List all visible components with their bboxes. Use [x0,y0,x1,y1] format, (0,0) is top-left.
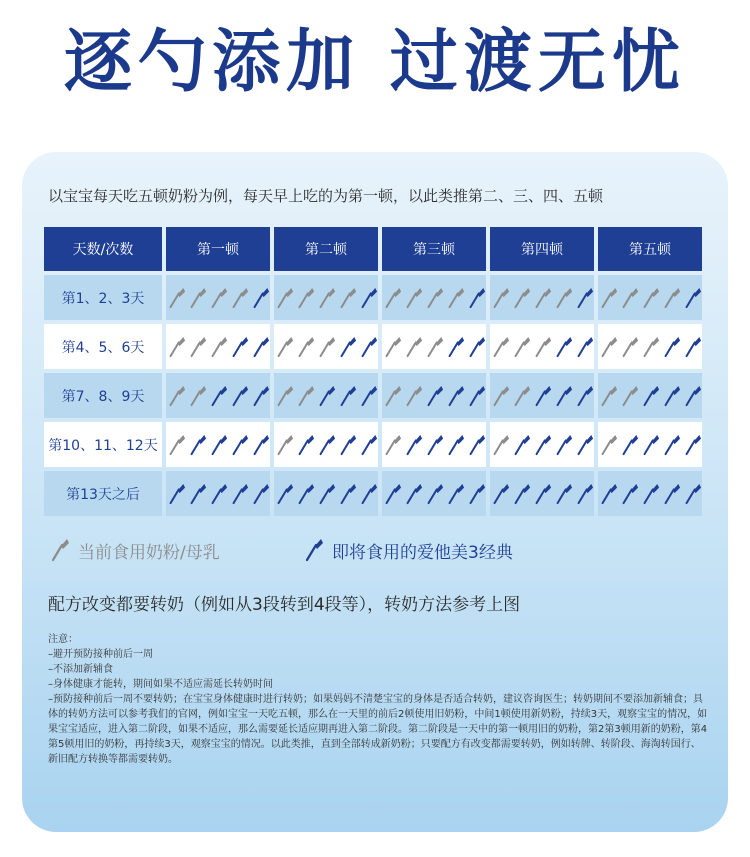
note-line: –避开预防接种前后一周 [48,649,153,660]
new-formula-spoon-icon [511,481,531,507]
current-milk-spoon-icon [490,383,510,409]
new-formula-spoon-icon [445,334,465,360]
intro-text: 以宝宝每天吃五顿奶粉为例，每天早上吃的为第一顿，以此类推第二、三、四、五顿 [48,187,604,205]
new-formula-spoon-icon [337,334,357,360]
current-milk-spoon-icon [403,383,423,409]
note-line: –不添加新辅食 [48,664,113,675]
current-milk-spoon-icon [295,285,315,311]
current-milk-spoon-icon [187,334,207,360]
new-formula-spoon-icon [302,536,324,564]
meal-cell [382,324,486,369]
spoon-group [166,432,270,458]
new-formula-spoon-icon [250,481,270,507]
new-formula-spoon-icon [403,432,423,458]
row-label: 第1、2、3天 [44,275,162,320]
header-meal-3: 第三顿 [382,227,486,271]
new-formula-spoon-icon [424,383,444,409]
current-milk-spoon-icon [166,383,186,409]
meal-cell [490,471,594,516]
current-milk-spoon-icon [532,334,552,360]
meal-cell [490,275,594,320]
current-milk-spoon-icon [274,383,294,409]
meal-cell [490,373,594,418]
meal-cell [598,373,702,418]
new-formula-spoon-icon [208,481,228,507]
current-milk-spoon-icon [208,334,228,360]
legend-current [48,536,220,564]
meal-cell [274,275,378,320]
spoon-group [598,432,702,458]
new-formula-spoon-icon [574,432,594,458]
current-milk-spoon-icon [403,334,423,360]
new-formula-spoon-icon [187,432,207,458]
row-label: 第4、5、6天 [44,324,162,369]
current-milk-spoon-icon [424,285,444,311]
page-headline: 逐勺添加 过渡无忧 [64,23,686,102]
current-milk-spoon-icon [532,285,552,311]
spoon-group [490,334,594,360]
meal-cell [166,373,270,418]
row-label: 第7、8、9天 [44,373,162,418]
new-formula-spoon-icon [358,432,378,458]
current-milk-spoon-icon [382,432,402,458]
new-formula-spoon-icon [466,432,486,458]
header-meal-5: 第五顿 [598,227,702,271]
new-formula-spoon-icon [640,383,660,409]
current-milk-spoon-icon [166,334,186,360]
current-milk-spoon-icon [382,334,402,360]
new-formula-spoon-icon [574,481,594,507]
new-formula-spoon-icon [574,285,594,311]
new-formula-spoon-icon [682,481,702,507]
current-milk-spoon-icon [229,285,249,311]
new-formula-spoon-icon [208,383,228,409]
current-milk-spoon-icon [403,285,423,311]
new-formula-spoon-icon [466,285,486,311]
new-formula-spoon-icon [553,383,573,409]
new-formula-spoon-icon [619,481,639,507]
meal-cell [166,324,270,369]
transition-note: 配方改变都要转奶（例如从3段转到4段等），转奶方法参考上图 [48,595,521,615]
new-formula-spoon-icon [466,481,486,507]
spoon-group [598,285,702,311]
spoon-group [490,432,594,458]
meal-cell [598,422,702,467]
header-days: 天数/次数 [44,227,162,271]
meal-cell [274,471,378,516]
new-formula-spoon-icon [295,481,315,507]
new-formula-spoon-icon [532,481,552,507]
current-milk-spoon-icon [511,383,531,409]
new-formula-spoon-icon [358,285,378,311]
new-formula-spoon-icon [316,383,336,409]
current-milk-spoon-icon [295,383,315,409]
current-milk-spoon-icon [619,334,639,360]
spoon-group [274,432,378,458]
current-milk-spoon-icon [490,334,510,360]
new-formula-spoon-icon [553,334,573,360]
new-formula-spoon-icon [532,432,552,458]
new-formula-spoon-icon [574,334,594,360]
current-milk-spoon-icon [316,285,336,311]
current-milk-spoon-icon [619,383,639,409]
spoon-group [382,334,486,360]
current-milk-spoon-icon [553,285,573,311]
current-milk-spoon-icon [382,383,402,409]
spoon-group [598,481,702,507]
meal-cell [382,275,486,320]
spoon-group [382,481,486,507]
spoon-group [382,432,486,458]
current-milk-spoon-icon [274,432,294,458]
header-meal-2: 第二顿 [274,227,378,271]
meal-cell [166,422,270,467]
current-milk-spoon-icon [274,334,294,360]
current-milk-spoon-icon [48,536,70,564]
spoon-group [490,285,594,311]
spoon-group [490,383,594,409]
new-formula-spoon-icon [166,481,186,507]
spoon-group [490,481,594,507]
new-formula-spoon-icon [532,383,552,409]
header-meal-4: 第四顿 [490,227,594,271]
meal-cell [274,373,378,418]
notes-block [48,632,708,767]
current-milk-spoon-icon [619,285,639,311]
current-milk-spoon-icon [640,285,660,311]
meal-cell [598,324,702,369]
current-milk-spoon-icon [316,334,336,360]
meal-cell [274,324,378,369]
current-milk-spoon-icon [208,285,228,311]
legend-current-label: 当前食用奶粉/母乳 [78,542,220,563]
new-formula-spoon-icon [682,285,702,311]
spoon-group [274,481,378,507]
spoon-group [166,285,270,311]
spoon-group [598,383,702,409]
new-formula-spoon-icon [250,383,270,409]
new-formula-spoon-icon [295,432,315,458]
meal-cell [382,471,486,516]
legend-new-label: 即将食用的爱他美3经典 [332,542,513,563]
new-formula-spoon-icon [619,432,639,458]
new-formula-spoon-icon [466,383,486,409]
row-label: 第13天之后 [44,471,162,516]
row-label: 第10、11、12天 [44,422,162,467]
header-meal-1: 第一顿 [166,227,270,271]
spoon-group [382,383,486,409]
new-formula-spoon-icon [250,432,270,458]
current-milk-spoon-icon [424,334,444,360]
spoon-group [274,383,378,409]
new-formula-spoon-icon [187,481,207,507]
current-milk-spoon-icon [598,285,618,311]
spoon-group [166,481,270,507]
meal-cell [166,275,270,320]
new-formula-spoon-icon [316,481,336,507]
current-milk-spoon-icon [511,285,531,311]
new-formula-spoon-icon [250,334,270,360]
new-formula-spoon-icon [358,334,378,360]
new-formula-spoon-icon [553,481,573,507]
new-formula-spoon-icon [358,383,378,409]
current-milk-spoon-icon [166,285,186,311]
new-formula-spoon-icon [337,432,357,458]
new-formula-spoon-icon [490,481,510,507]
meal-cell [490,324,594,369]
new-formula-spoon-icon [445,432,465,458]
new-formula-spoon-icon [553,432,573,458]
new-formula-spoon-icon [661,481,681,507]
new-formula-spoon-icon [229,383,249,409]
meal-cell [490,422,594,467]
spoon-group [274,285,378,311]
new-formula-spoon-icon [229,481,249,507]
new-formula-spoon-icon [337,383,357,409]
spoon-group [382,285,486,311]
new-formula-spoon-icon [424,432,444,458]
meal-cell [598,471,702,516]
new-formula-spoon-icon [424,481,444,507]
current-milk-spoon-icon [382,285,402,311]
new-formula-spoon-icon [229,432,249,458]
current-milk-spoon-icon [445,285,465,311]
spoon-group [166,334,270,360]
new-formula-spoon-icon [274,481,294,507]
current-milk-spoon-icon [598,383,618,409]
new-formula-spoon-icon [250,285,270,311]
new-formula-spoon-icon [358,481,378,507]
new-formula-spoon-icon [598,481,618,507]
meal-cell [382,373,486,418]
current-milk-spoon-icon [187,285,207,311]
new-formula-spoon-icon [661,334,681,360]
legend-new [302,536,513,564]
spoon-group [598,334,702,360]
new-formula-spoon-icon [682,432,702,458]
spoon-group [166,383,270,409]
current-milk-spoon-icon [490,432,510,458]
current-milk-spoon-icon [274,285,294,311]
meal-cell [382,422,486,467]
new-formula-spoon-icon [316,432,336,458]
new-formula-spoon-icon [661,383,681,409]
current-milk-spoon-icon [187,383,207,409]
current-milk-spoon-icon [661,285,681,311]
current-milk-spoon-icon [598,334,618,360]
new-formula-spoon-icon [445,383,465,409]
current-milk-spoon-icon [598,432,618,458]
current-milk-spoon-icon [640,334,660,360]
current-milk-spoon-icon [490,285,510,311]
notes-heading: 注意： [48,634,78,645]
new-formula-spoon-icon [445,481,465,507]
new-formula-spoon-icon [574,383,594,409]
current-milk-spoon-icon [337,285,357,311]
new-formula-spoon-icon [208,432,228,458]
new-formula-spoon-icon [337,481,357,507]
new-formula-spoon-icon [403,481,423,507]
note-line: –预防接种前后一周不要转奶；在宝宝身体健康时进行转奶；如果妈妈不清楚宝宝的身体是否适合转奶，建议咨询医生；转奶期间不要添加新辅食；具体的转奶方法可以参考我们的官网，例如宝宝一天吃五顿，那么在一天里的前后2顿使用旧奶粉，中间1顿使用新奶粉，持续3天，观察宝宝的情况，如果宝宝适应，进入第二阶段，如果不适应，那么需要延长适应期再进入第二阶段。第二阶段是一天中的第一顿用旧的奶粉，第2第3顿用新的奶粉，第4第5顿用旧的奶粉，再持续3天，观察宝宝的情况。以此类推，直到全部转成新奶粉；只要配方有改变都需要转奶，例如转牌、转阶段、海淘转国行、新旧配方转换等都需要转奶。 [48,694,708,765]
new-formula-spoon-icon [229,334,249,360]
meal-cell [598,275,702,320]
new-formula-spoon-icon [682,383,702,409]
meal-cell [166,471,270,516]
note-line: –身体健康才能转，期间如果不适应需延长转奶时间 [48,679,273,690]
spoon-group [274,334,378,360]
new-formula-spoon-icon [640,481,660,507]
new-formula-spoon-icon [511,432,531,458]
new-formula-spoon-icon [466,334,486,360]
new-formula-spoon-icon [661,432,681,458]
new-formula-spoon-icon [382,481,402,507]
current-milk-spoon-icon [166,432,186,458]
new-formula-spoon-icon [682,334,702,360]
meal-cell [274,422,378,467]
current-milk-spoon-icon [295,334,315,360]
new-formula-spoon-icon [640,432,660,458]
current-milk-spoon-icon [511,334,531,360]
